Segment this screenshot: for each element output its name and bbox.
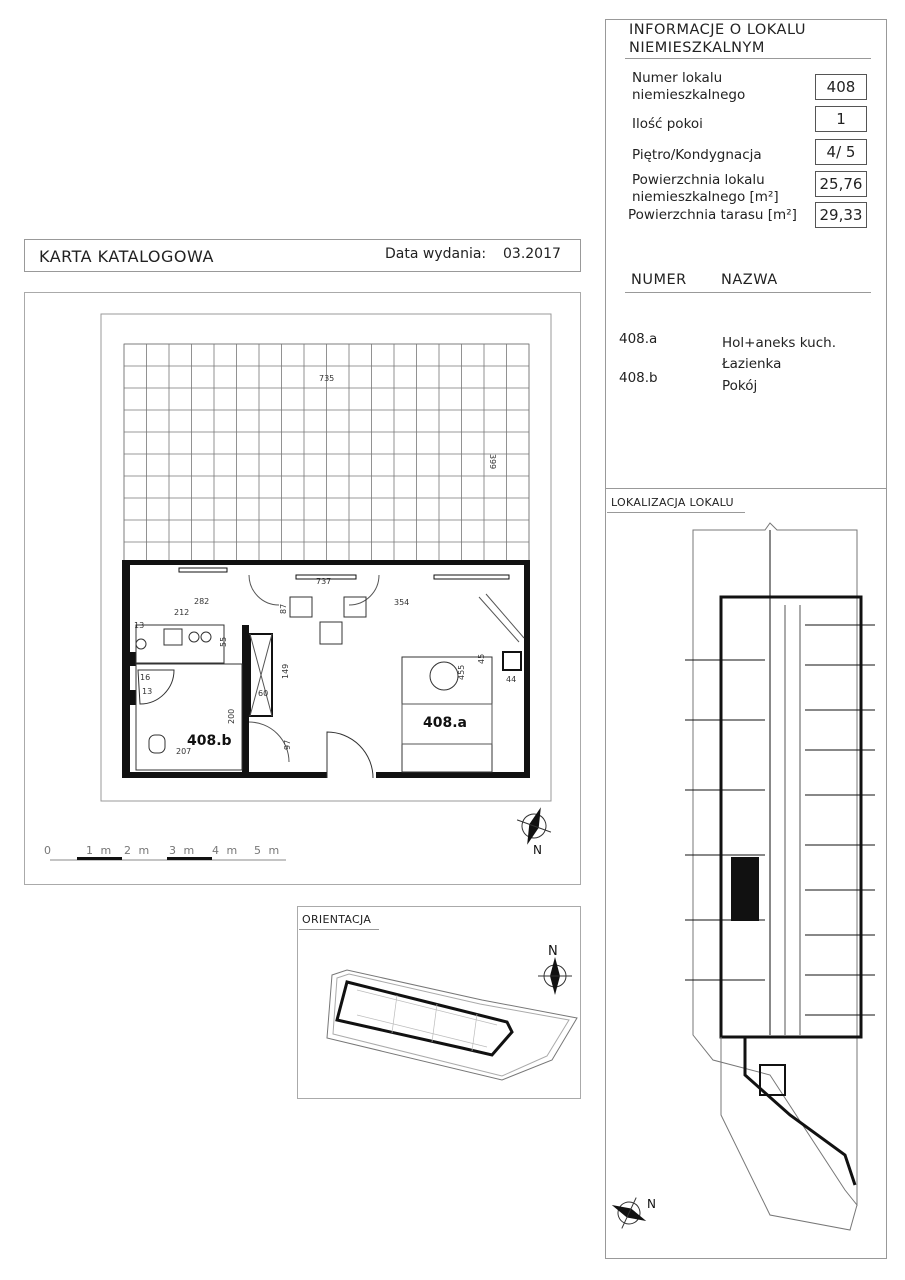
location-north-label: N	[647, 1197, 656, 1211]
rooms-count-value: 1	[815, 106, 867, 132]
info-label: niemieszkalnego	[632, 87, 746, 103]
dim: 207	[176, 747, 192, 756]
location-unit-highlight	[731, 857, 759, 921]
floor-plan	[24, 292, 581, 885]
rooms-col-number: NUMER	[631, 272, 687, 288]
issue-date: 03.2017	[503, 246, 561, 262]
location-plan	[605, 515, 886, 1255]
location-divider	[605, 488, 887, 489]
walls	[122, 560, 530, 778]
room-number: 408.a	[619, 331, 658, 347]
area-value: 25,76	[815, 171, 867, 197]
dim: 13	[142, 687, 153, 696]
dim: 200	[227, 708, 236, 724]
card-title: KARTA KATALOGOWA	[39, 247, 214, 266]
info-title-line1: INFORMACJE O LOKALU	[629, 22, 806, 38]
dim: 212	[174, 608, 190, 617]
info-label: niemieszkalnego [m²]	[632, 189, 779, 205]
dim: 735	[319, 374, 335, 383]
info-panel-bottom-edge	[605, 1258, 887, 1259]
location-title: LOKALIZACJA LOKALU	[611, 496, 734, 509]
scale-label: 4 m	[212, 844, 240, 857]
dim: 87	[279, 603, 288, 614]
orientation-title: ORIENTACJA	[302, 913, 372, 926]
info-panel-right-edge	[886, 19, 887, 1259]
info-label: Ilość pokoi	[632, 116, 703, 132]
dim: 149	[281, 663, 290, 679]
scale-label: 3 m	[169, 844, 197, 857]
dim: 44	[506, 675, 517, 684]
dim: 399	[488, 454, 497, 470]
scale-label: 1 m	[86, 844, 114, 857]
info-panel-top-edge	[605, 19, 887, 20]
orientation-north-label: N	[548, 944, 558, 959]
floor-value: 4/ 5	[815, 139, 867, 165]
room-name: Łazienka	[722, 356, 782, 372]
issue-date-label: Data wydania:	[385, 246, 487, 262]
info-label: Piętro/Kondygnacja	[632, 147, 762, 163]
room-name: Pokój	[722, 378, 758, 394]
dim: 13	[134, 621, 145, 630]
terrace-area-value: 29,33	[815, 202, 867, 228]
location-title-underline	[607, 512, 745, 513]
info-label: Powierzchnia tarasu [m²]	[628, 207, 797, 223]
scale-label: 5 m	[254, 844, 282, 857]
room-a-label: 408.a	[423, 715, 467, 731]
scale-label: 2 m	[124, 844, 152, 857]
info-title-underline	[625, 58, 871, 59]
north-label: N	[533, 843, 542, 857]
unit-number-value: 408	[815, 74, 867, 100]
orientation-map	[297, 930, 581, 1098]
dim: 282	[194, 597, 210, 606]
dim: 737	[316, 577, 332, 586]
header-bar	[24, 239, 581, 272]
scale-label: 0	[44, 844, 53, 857]
dim: 16	[140, 673, 151, 682]
info-label: Numer lokalu	[632, 70, 723, 86]
rooms-header-underline	[625, 292, 871, 293]
dim: 455	[457, 664, 466, 680]
location-unit-lines	[685, 530, 875, 1035]
info-label: Powierzchnia lokalu	[632, 172, 765, 188]
dim: 97	[283, 739, 292, 750]
room-name: Hol+aneks kuch.	[722, 335, 836, 351]
dim: 60	[258, 689, 269, 698]
room-b-label: 408.b	[187, 733, 232, 749]
rooms-col-name: NAZWA	[721, 272, 778, 288]
orientation-compass-icon	[538, 957, 572, 995]
info-title-line2: NIEMIESZKALNYM	[629, 40, 765, 56]
scale-bar	[44, 844, 286, 860]
dim: 55	[219, 636, 228, 647]
room-number: 408.b	[619, 370, 658, 386]
dim: 354	[394, 598, 410, 607]
dim: 45	[477, 653, 486, 664]
